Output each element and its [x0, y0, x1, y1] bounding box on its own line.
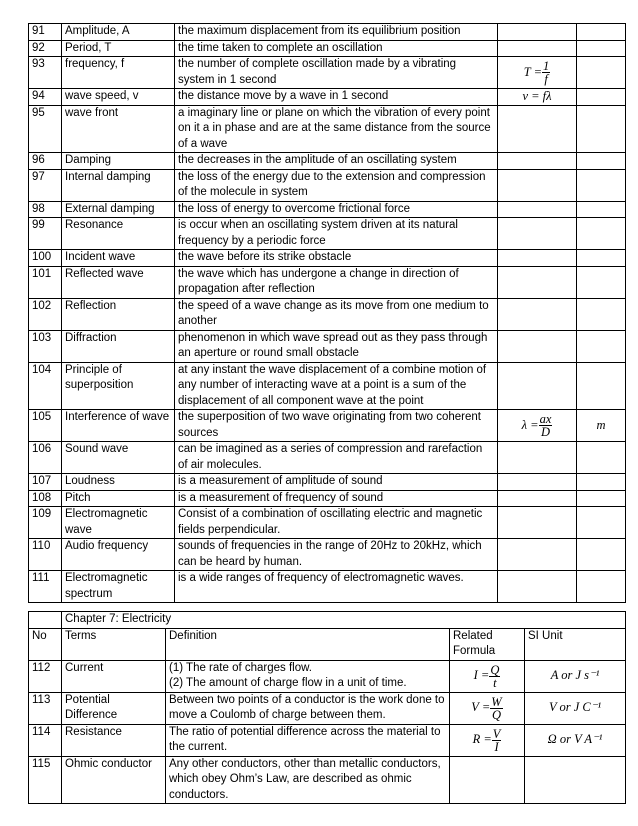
row-term: Period, T — [62, 40, 175, 57]
row-formula — [498, 490, 577, 507]
row-formula: R = $\frac{V}{I}$ — [450, 724, 525, 756]
row-term: Pitch — [62, 490, 175, 507]
row-number: 106 — [29, 442, 62, 474]
row-term: Interference of wave — [62, 410, 175, 442]
row-definition: is a wide ranges of frequency of electromagnetic waves. — [175, 571, 498, 603]
row-definition: is a measurement of amplitude of sound — [175, 474, 498, 491]
row-definition: the wave which has undergone a change in direction of propagation after reflection — [175, 266, 498, 298]
table-row — [29, 298, 626, 330]
table-row — [29, 507, 626, 539]
table-row — [29, 218, 626, 250]
row-definition: at any instant the wave displacement of a combine motion of any number of interacting wave at a point is a sum of the displacement of all component wave at the point — [175, 362, 498, 410]
row-formula — [450, 756, 525, 804]
row-term: Loudness — [62, 474, 175, 491]
table-row — [29, 362, 626, 410]
row-term: Ohmic conductor — [62, 756, 166, 804]
row-number: 98 — [29, 201, 62, 218]
row-number: 101 — [29, 266, 62, 298]
table-row — [29, 105, 626, 153]
row-definition: the wave before its strike obstacle — [175, 250, 498, 267]
table-row — [29, 330, 626, 362]
row-formula — [498, 201, 577, 218]
row-term: External damping — [62, 201, 175, 218]
table-row — [29, 153, 626, 170]
row-unit — [525, 756, 626, 804]
table-row — [29, 89, 626, 106]
row-term: Current — [62, 660, 166, 692]
row-definition: the loss of the energy due to the extension and compression of the molecule in system — [175, 169, 498, 201]
electricity-table — [28, 611, 626, 804]
row-unit — [577, 571, 626, 603]
row-formula — [498, 250, 577, 267]
row-number: 99 — [29, 218, 62, 250]
row-definition: Between two points of a conductor is the work done to move a Coulomb of charge between them. — [166, 692, 450, 724]
row-number: 92 — [29, 40, 62, 57]
row-formula — [498, 442, 577, 474]
row-term: Reflected wave — [62, 266, 175, 298]
row-formula: I = $\frac{Q}{t}$ — [450, 660, 525, 692]
row-term: Amplitude, A — [62, 24, 175, 41]
row-unit: m — [577, 410, 626, 442]
row-unit — [577, 40, 626, 57]
row-term: Electromagnetic spectrum — [62, 571, 175, 603]
row-unit — [577, 442, 626, 474]
row-term: Resistance — [62, 724, 166, 756]
row-definition: (1) The rate of charges flow. (2) The amount of charge flow in a unit of time. — [166, 660, 450, 692]
header-definition: Definition — [166, 628, 450, 660]
table-row — [29, 692, 626, 724]
row-definition: the loss of energy to overcome frictional force — [175, 201, 498, 218]
row-unit — [577, 24, 626, 41]
row-formula — [498, 24, 577, 41]
row-term: Audio frequency — [62, 539, 175, 571]
row-term: Resonance — [62, 218, 175, 250]
row-number: 102 — [29, 298, 62, 330]
row-term: Diffraction — [62, 330, 175, 362]
row-definition: the distance move by a wave in 1 second — [175, 89, 498, 106]
row-unit — [577, 169, 626, 201]
row-number: 97 — [29, 169, 62, 201]
row-number: 95 — [29, 105, 62, 153]
row-term: wave front — [62, 105, 175, 153]
header-formula: Related Formula — [450, 628, 525, 660]
row-unit: A or J s⁻¹ — [525, 660, 626, 692]
row-definition: is occur when an oscillating system driven at its natural frequency by a periodic force — [175, 218, 498, 250]
row-number: 112 — [29, 660, 62, 692]
row-formula — [498, 330, 577, 362]
chapter-title: Chapter 7: Electricity — [62, 612, 626, 629]
row-formula: V = $\frac{W}{Q}$ — [450, 692, 525, 724]
row-formula — [498, 40, 577, 57]
row-term: Sound wave — [62, 442, 175, 474]
row-unit — [577, 57, 626, 89]
table-row — [29, 539, 626, 571]
row-term: Potential Difference — [62, 692, 166, 724]
table-row — [29, 201, 626, 218]
row-number: 104 — [29, 362, 62, 410]
table-row — [29, 660, 626, 692]
row-definition: the time taken to complete an oscillation — [175, 40, 498, 57]
table-row — [29, 442, 626, 474]
row-formula — [498, 266, 577, 298]
table-row — [29, 24, 626, 41]
row-term: Internal damping — [62, 169, 175, 201]
row-formula — [498, 169, 577, 201]
row-formula — [498, 474, 577, 491]
table-row — [29, 57, 626, 89]
row-definition: Any other conductors, other than metallic conductors, which obey Ohm’s Law, are described as ohmic conductors. — [166, 756, 450, 804]
row-unit: Ω or V A⁻¹ — [525, 724, 626, 756]
row-number: 96 — [29, 153, 62, 170]
row-number: 108 — [29, 490, 62, 507]
table-row — [29, 250, 626, 267]
wave-terms-table — [28, 23, 626, 603]
row-term: frequency, f — [62, 57, 175, 89]
row-formula — [498, 153, 577, 170]
row-formula — [498, 539, 577, 571]
table-row — [29, 40, 626, 57]
header-unit: SI Unit — [525, 628, 626, 660]
row-unit — [577, 507, 626, 539]
row-unit — [577, 362, 626, 410]
row-formula: v = fλ — [498, 89, 577, 106]
row-definition: the decreases in the amplitude of an oscillating system — [175, 153, 498, 170]
row-formula — [498, 362, 577, 410]
row-unit — [577, 89, 626, 106]
header-row — [29, 628, 626, 660]
row-unit — [577, 298, 626, 330]
table-row — [29, 169, 626, 201]
row-number: 103 — [29, 330, 62, 362]
row-number: 94 — [29, 89, 62, 106]
row-number: 110 — [29, 539, 62, 571]
table-row — [29, 490, 626, 507]
row-unit: V or J C⁻¹ — [525, 692, 626, 724]
row-definition: Consist of a combination of oscillating electric and magnetic fields perpendicular. — [175, 507, 498, 539]
row-number: 100 — [29, 250, 62, 267]
row-definition: The ratio of potential difference across the material to the current. — [166, 724, 450, 756]
row-definition: sounds of frequencies in the range of 20Hz to 20kHz, which can be heard by human. — [175, 539, 498, 571]
row-term: Reflection — [62, 298, 175, 330]
row-formula — [498, 218, 577, 250]
electricity-body — [29, 660, 626, 804]
table-row — [29, 571, 626, 603]
chapter-row — [29, 612, 626, 629]
row-formula: λ = $\frac{ax}{D}$ — [498, 410, 577, 442]
row-definition: the number of complete oscillation made by a vibrating system in 1 second — [175, 57, 498, 89]
row-number: 105 — [29, 410, 62, 442]
row-term: Principle of superposition — [62, 362, 175, 410]
row-unit — [577, 218, 626, 250]
row-definition: a imaginary line or plane on which the vibration of every point on it a in phase and are at the same distance from the source of a wave — [175, 105, 498, 153]
row-number: 93 — [29, 57, 62, 89]
row-unit — [577, 474, 626, 491]
row-formula — [498, 298, 577, 330]
header-no: No — [29, 628, 62, 660]
row-unit — [577, 539, 626, 571]
row-number: 109 — [29, 507, 62, 539]
row-unit — [577, 330, 626, 362]
row-formula: T = $\frac{1}{f}$ — [498, 57, 577, 89]
wave-terms-body — [29, 24, 626, 603]
row-term: Electromagnetic wave — [62, 507, 175, 539]
row-formula — [498, 105, 577, 153]
row-number: 114 — [29, 724, 62, 756]
row-number: 113 — [29, 692, 62, 724]
row-number: 107 — [29, 474, 62, 491]
row-number: 111 — [29, 571, 62, 603]
row-formula — [498, 507, 577, 539]
table-row — [29, 266, 626, 298]
row-definition: the speed of a wave change as its move from one medium to another — [175, 298, 498, 330]
table-row — [29, 724, 626, 756]
row-number: 115 — [29, 756, 62, 804]
row-unit — [577, 201, 626, 218]
row-formula — [498, 571, 577, 603]
row-unit — [577, 266, 626, 298]
row-term: Damping — [62, 153, 175, 170]
row-term: Incident wave — [62, 250, 175, 267]
row-unit — [577, 105, 626, 153]
row-number: 91 — [29, 24, 62, 41]
row-definition: the superposition of two wave originating from two coherent sources — [175, 410, 498, 442]
row-definition: phenomenon in which wave spread out as they pass through an aperture or round small obstacle — [175, 330, 498, 362]
table-row — [29, 474, 626, 491]
row-unit — [577, 490, 626, 507]
table-row — [29, 410, 626, 442]
row-term: wave speed, v — [62, 89, 175, 106]
row-definition: the maximum displacement from its equilibrium position — [175, 24, 498, 41]
table-row — [29, 756, 626, 804]
row-unit — [577, 153, 626, 170]
row-definition: is a measurement of frequency of sound — [175, 490, 498, 507]
row-unit — [577, 250, 626, 267]
row-definition: can be imagined as a series of compression and rarefaction of air molecules. — [175, 442, 498, 474]
header-terms: Terms — [62, 628, 166, 660]
